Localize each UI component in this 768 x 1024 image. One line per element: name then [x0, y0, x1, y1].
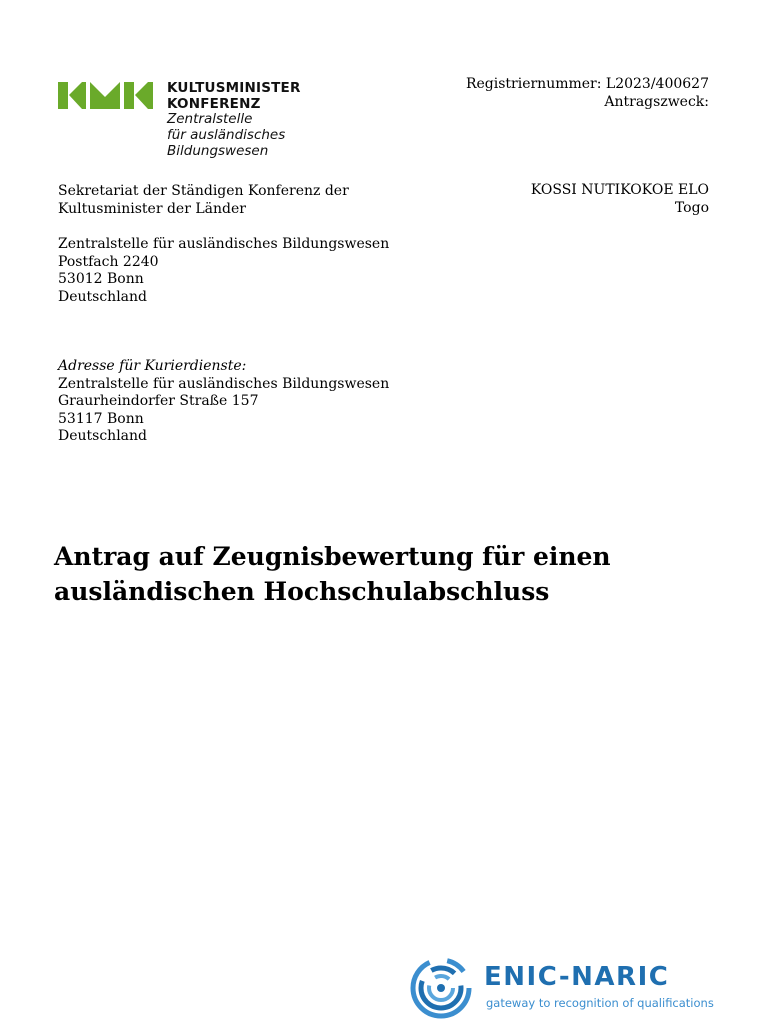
kmk-sub-line: Bildungswesen [167, 143, 269, 159]
kmk-sub-line: für ausländisches [167, 127, 286, 143]
address-line: Kultusminister der Länder [58, 200, 246, 217]
address-line: Deutschland [58, 428, 147, 444]
kmk-sub-line: Zentralstelle [167, 111, 253, 127]
enic-naric-logo [410, 955, 714, 1021]
courier-address [58, 358, 389, 446]
address-line: Postfach 2240 [58, 253, 159, 270]
kmk-logo-name [167, 80, 301, 112]
postal-address [58, 236, 389, 306]
sender-secretariat [58, 183, 349, 218]
recipient-country: Togo [674, 199, 709, 216]
enic-naric-tagline: gateway to recognition of qualifications [486, 996, 714, 1010]
title-line: Antrag auf Zeugnisbewertung für einen [54, 542, 611, 571]
document-title [54, 539, 714, 609]
enic-naric-swirl-icon [410, 957, 472, 1019]
recipient-block [531, 182, 709, 217]
address-line: Graurheindorfer Straße 157 [58, 393, 259, 409]
kmk-logo-subtitle [167, 111, 285, 159]
kmk-name-line: KONFERENZ [167, 96, 261, 112]
kmk-name-line: KULTUSMINISTER [167, 80, 301, 96]
kmk-logo [58, 80, 318, 165]
address-line: 53012 Bonn [58, 271, 144, 287]
application-purpose: Antragszweck: [604, 93, 709, 110]
registration-block [466, 76, 709, 111]
enic-naric-name: ENIC-NARIC [484, 962, 670, 992]
title-line: ausländischen Hochschulabschluss [54, 577, 550, 606]
kmk-logo-mark-icon [58, 82, 154, 109]
courier-label: Adresse für Kurierdienste: [58, 358, 247, 374]
address-line: Zentralstelle für ausländisches Bildungswesen [58, 236, 390, 252]
address-line: Zentralstelle für ausländisches Bildungswesen [58, 375, 390, 392]
address-line: 53117 Bonn [58, 410, 144, 427]
address-line: Sekretariat der Ständigen Konferenz der [58, 183, 349, 199]
address-line: Deutschland [58, 288, 147, 305]
registration-number: Registriernummer: L2023/400627 [465, 76, 709, 92]
recipient-name: KOSSI NUTIKOKOE ELO [530, 182, 709, 198]
